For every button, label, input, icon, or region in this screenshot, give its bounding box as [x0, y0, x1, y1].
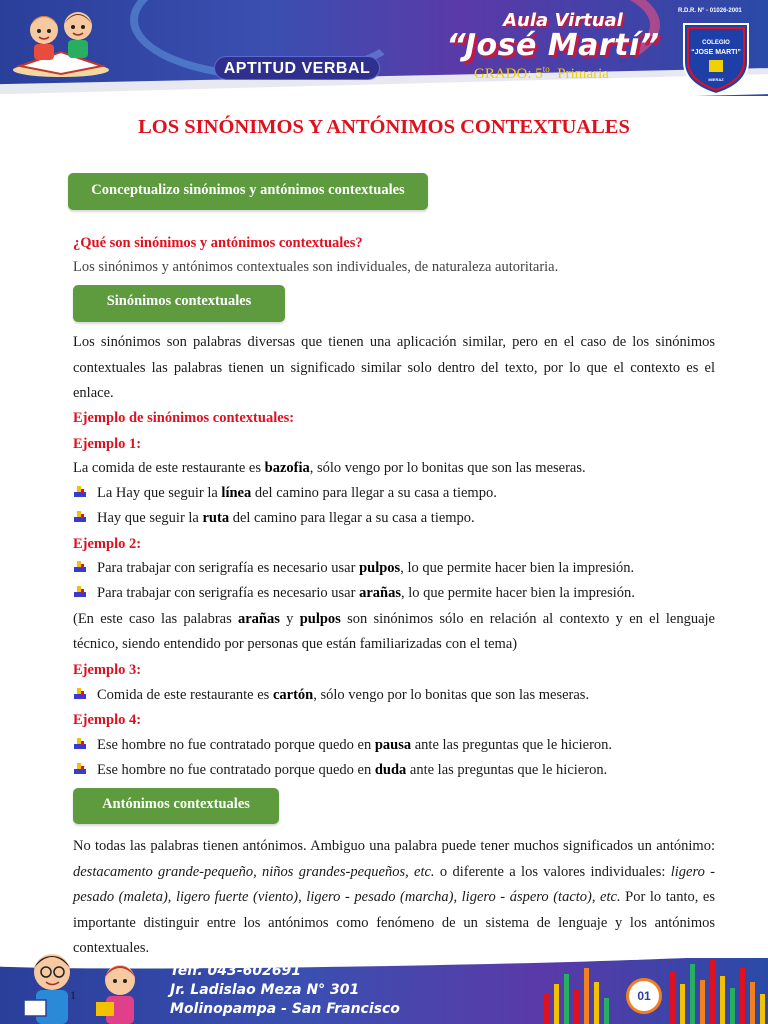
pointing-hand-icon — [73, 687, 87, 701]
kids-illustration — [4, 944, 164, 1024]
example-1-intro: La comida de este restaurante es bazofia, sólo vengo por lo bonitas que son las meseras. — [73, 460, 586, 476]
list-item: Ese hombre no fue contratado porque quedo en duda ante las preguntas que le hicieron. — [73, 758, 723, 783]
address-text: Jr. Ladislao Meza N° 301 — [170, 982, 360, 998]
brand-school-name: “José Martí” — [446, 28, 660, 63]
pointing-hand-icon — [73, 485, 87, 499]
rdr-number: R.D.R. N° - 01026-2001 — [678, 8, 742, 14]
example-3-label: Ejemplo 3: — [73, 662, 142, 678]
synonyms-paragraph: Los sinónimos son palabras diversas que tienen una aplicación similar, pero en el caso de los sinónimos contextuales las palabras tienen un significado similar solo dentro del texto, por lo que el contexto es el enlace. — [73, 334, 715, 401]
crest-name-text: “JOSE MARTI” — [691, 49, 741, 56]
footer-banner — [0, 944, 768, 1024]
pointing-hand-icon — [73, 585, 87, 599]
list-item: Hay que seguir la ruta del camino para llegar a su casa a tiempo. — [73, 506, 723, 531]
section-antonyms-heading: Antónimos contextuales — [73, 788, 279, 824]
header-banner — [0, 0, 768, 96]
list-item: Para trabajar con serigrafía es necesario usar arañas, lo que permite hacer bien la impresión. — [73, 581, 723, 606]
example-1-label: Ejemplo 1: — [73, 436, 142, 452]
example-2-label: Ejemplo 2: — [73, 536, 142, 552]
kids-reading-illustration — [6, 4, 116, 78]
grade-label: GRADO: $5^{to}$ Primaria — [474, 64, 609, 82]
crest-bottom-text: MIERAZ — [708, 77, 724, 82]
antonyms-paragraph: No todas las palabras tienen antónimos. Ambiguo una palabra puede tener muchos significados un antónimo: destacamento grande-pequeño, niños grandes-pequeños, etc. o diferente a los valores individuales: ligero - pesado (maleta), ligero fuerte (viento), ligero - pesado (marcha), ligero - áspero (tacto), etc. Por lo tanto, es importante distinguir entre los antónimos como fenómeno de un sistema de lenguaje y los antónimos contextuales. — [73, 838, 715, 956]
crest-top-text: COLEGIO — [702, 40, 730, 46]
phone-text: Telf. 043-602691 — [170, 963, 302, 979]
list-item: Para trabajar con serigrafía es necesario usar pulpos, lo que permite hacer bien la impresión. — [73, 556, 723, 581]
subject-label: APTITUD VERBAL — [214, 56, 380, 80]
list-item: Comida de este restaurante es cartón, sólo vengo por lo bonitas que son las meseras. — [73, 683, 723, 708]
pointing-hand-icon — [73, 737, 87, 751]
definition-text: Los sinónimos y antónimos contextuales son individuales, de naturaleza autoritaria. — [73, 259, 559, 275]
brand-aula-virtual: Aula Virtual — [503, 10, 623, 31]
page-badge: 01 — [626, 978, 662, 1014]
page-title: LOS SINÓNIMOS Y ANTÓNIMOS CONTEXTUALES — [138, 116, 630, 138]
section-synonyms-heading: Sinónimos contextuales — [73, 285, 285, 322]
pointing-hand-icon — [73, 560, 87, 574]
question-heading: ¿Qué son sinónimos y antónimos contextuales? — [73, 235, 363, 251]
contact-info — [170, 962, 400, 1019]
district-text: Molinopampa - San Francisco — [170, 1001, 400, 1017]
example-4-label: Ejemplo 4: — [73, 712, 142, 728]
section-concept-heading: Conceptualizo sinónimos y antónimos contextuales — [68, 173, 428, 210]
page-number: 1 — [70, 988, 76, 1002]
examples-heading: Ejemplo de sinónimos contextuales: — [73, 410, 295, 426]
list-item: La Hay que seguir la línea del camino para llegar a su casa a tiempo. — [73, 481, 723, 506]
example-2-note: (En este caso las palabras arañas y pulpos son sinónimos sólo en relación al contexto y en el lenguaje técnico, siendo entendido por personas que están familiarizadas con el tema) — [73, 611, 715, 652]
list-item: Ese hombre no fue contratado porque quedo en pausa ante las preguntas que le hicieron. — [73, 733, 723, 758]
pointing-hand-icon — [73, 510, 87, 524]
pointing-hand-icon — [73, 762, 87, 776]
school-crest-icon — [676, 18, 756, 96]
